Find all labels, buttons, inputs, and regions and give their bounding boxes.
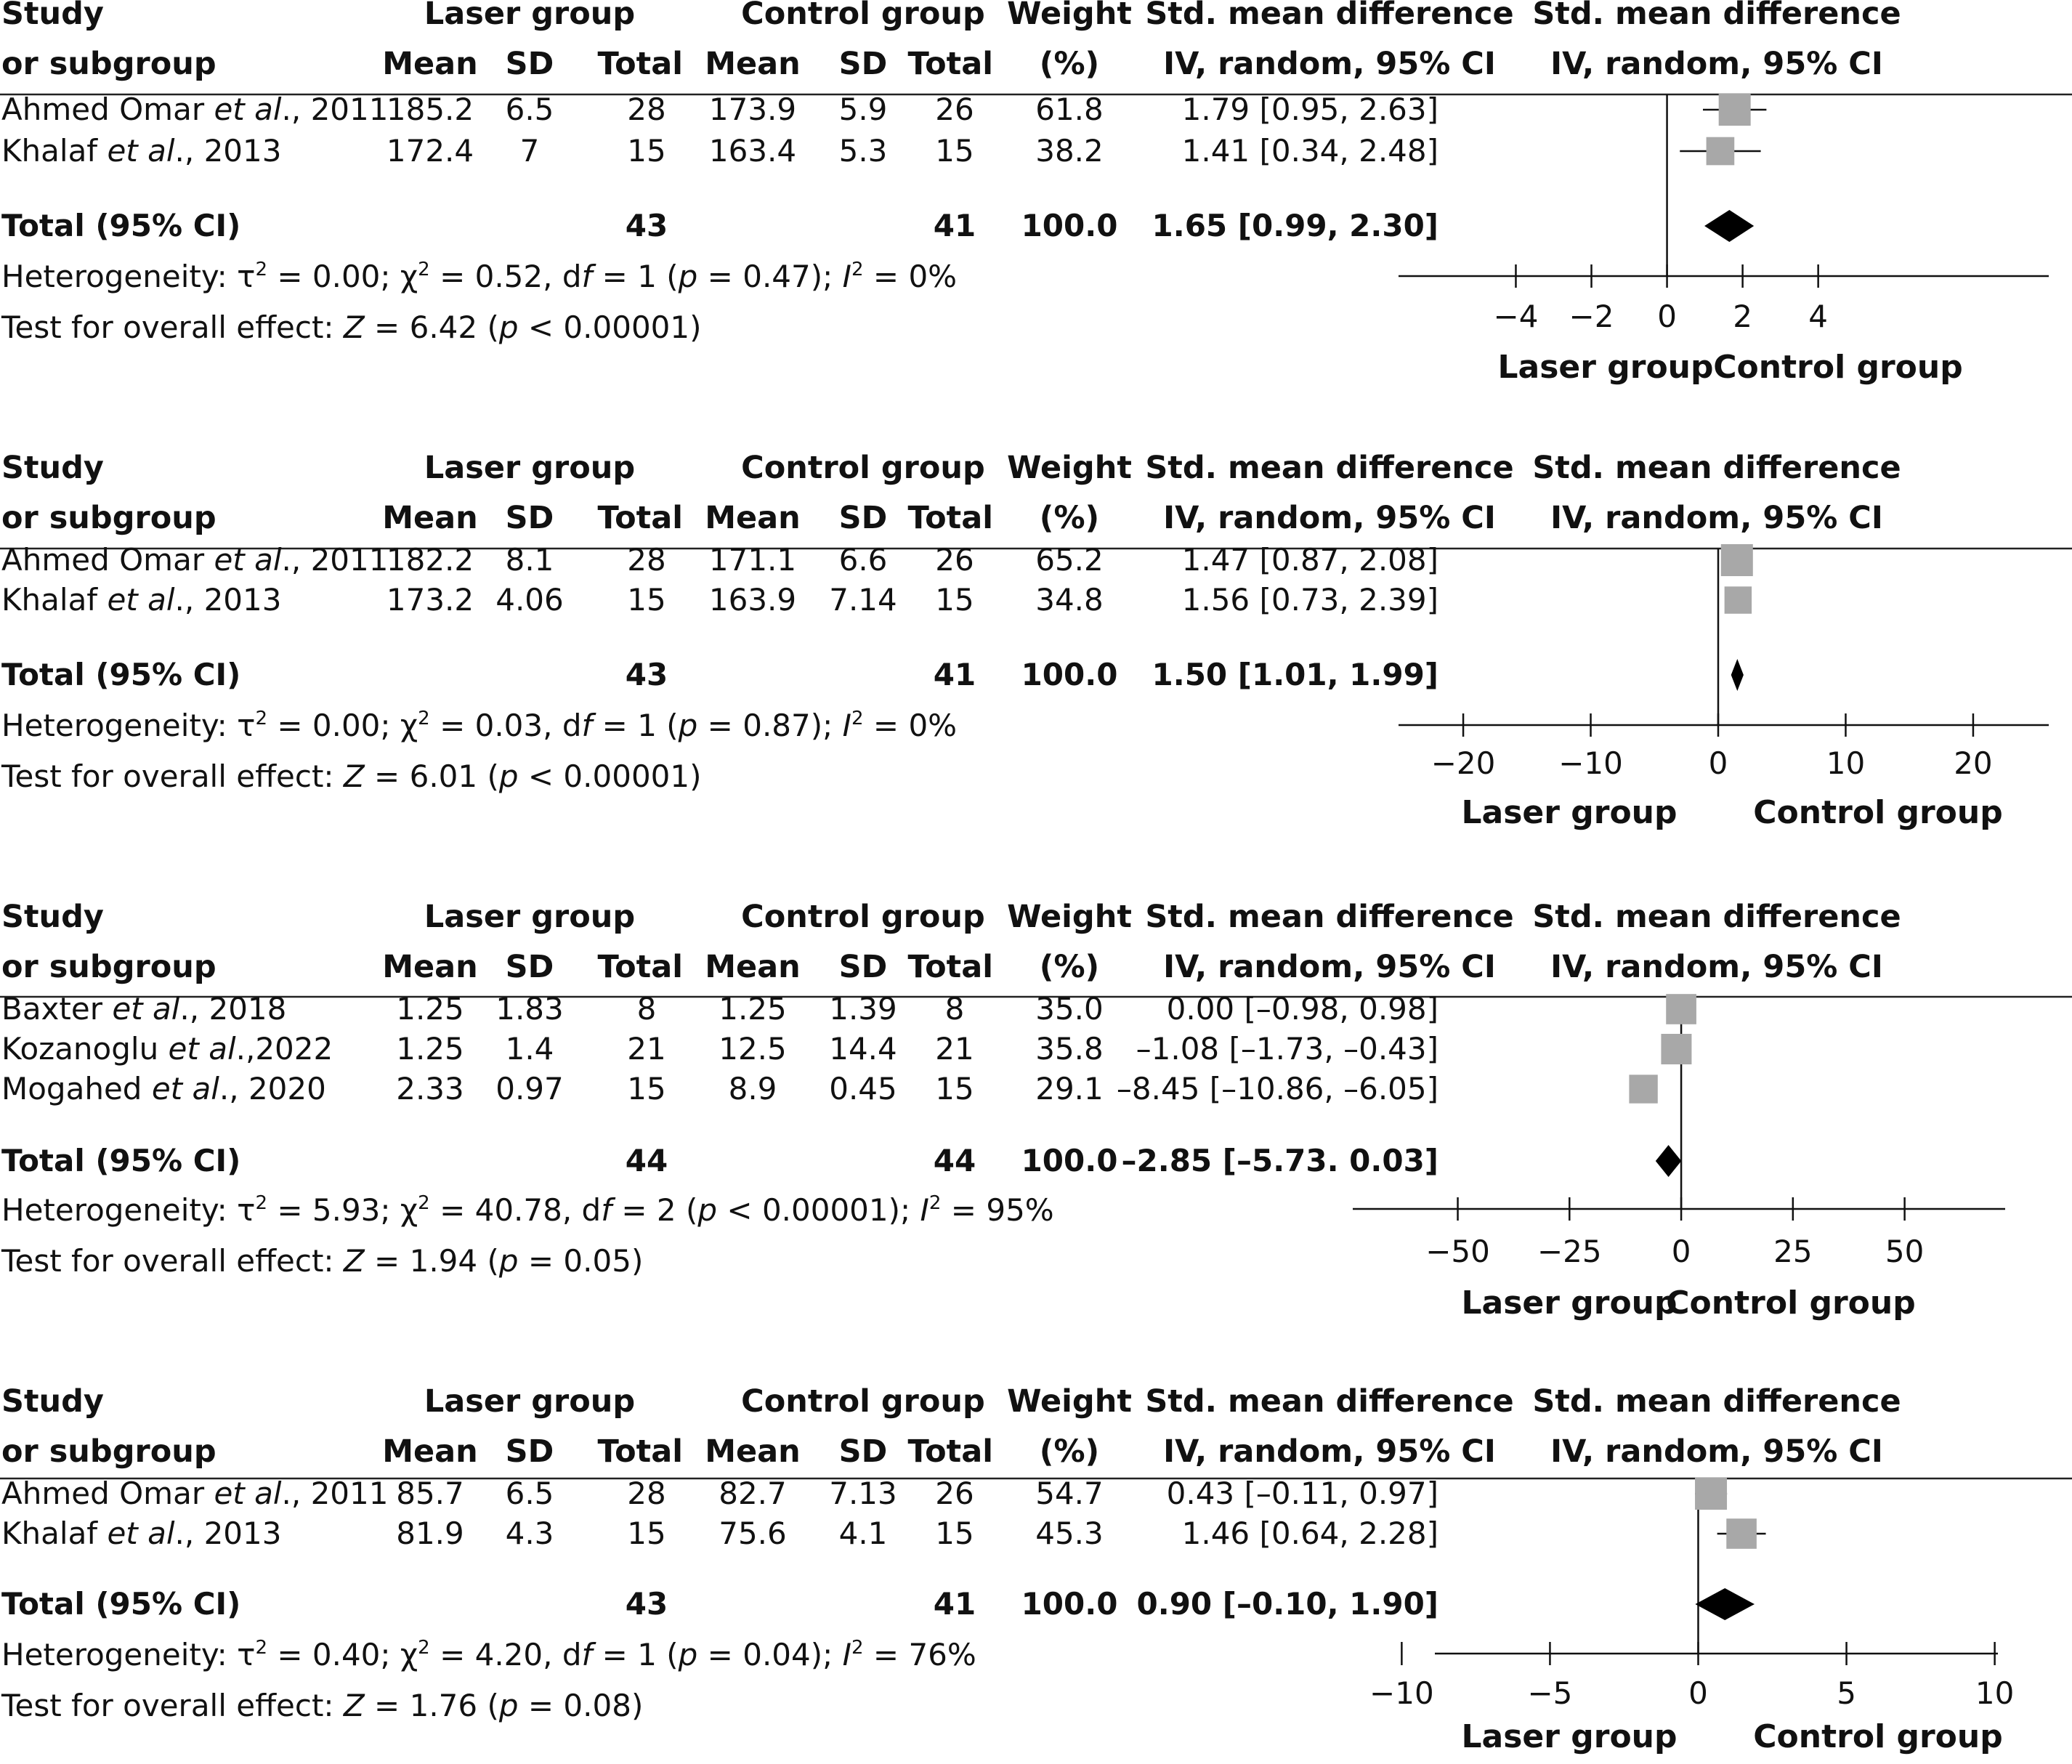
x-tick-label: 0	[1708, 745, 1728, 781]
pooled-diamond	[1656, 1145, 1681, 1177]
control-mean: 163.9	[708, 582, 797, 618]
header-control-mean: Mean	[705, 1433, 801, 1470]
study-ci-text: –8.45 [–10.86, –6.05]	[1116, 1071, 1438, 1106]
header-laser-total: Total	[597, 949, 683, 985]
laser-sd: 8.1	[505, 542, 554, 578]
header-smd-plot: Std. mean difference	[1532, 0, 1901, 32]
laser-sd: 4.3	[505, 1516, 554, 1551]
total-label: Total (95% CI)	[1, 657, 241, 692]
control-total: 26	[935, 92, 974, 127]
header-control-mean: Mean	[705, 500, 801, 536]
header-method-ci: IV, random, 95% CI	[1163, 949, 1496, 985]
control-sd: 4.1	[838, 1516, 888, 1551]
header-smd-plot: Std. mean difference	[1532, 1383, 1901, 1420]
header-weight-unit: (%)	[1039, 46, 1100, 82]
header-subgroup: or subgroup	[1, 1433, 216, 1470]
x-tick-label: 0	[1688, 1675, 1708, 1711]
x-tick-label: 10	[1975, 1675, 2015, 1711]
x-tick-label: −5	[1527, 1675, 1573, 1711]
header-laser-sd: SD	[505, 949, 554, 985]
laser-mean: 81.9	[396, 1516, 464, 1551]
header-laser-mean: Mean	[382, 949, 478, 985]
header-subgroup: or subgroup	[1, 500, 216, 536]
header-method-ci: IV, random, 95% CI	[1163, 500, 1496, 536]
laser-total: 28	[627, 542, 666, 578]
header-method-plot: IV, random, 95% CI	[1550, 1433, 1883, 1470]
forest-panel-2	[0, 450, 2072, 831]
forest-panel-3	[0, 899, 2072, 1322]
total-ci-text: 1.65 [0.99, 2.30]	[1152, 208, 1438, 243]
study-ci-text: 1.79 [0.95, 2.63]	[1181, 92, 1438, 127]
header-control-sd: SD	[838, 949, 888, 985]
control-total: 15	[935, 582, 974, 618]
overall-effect-text: Test for overall effect: Z = 6.01 (p < 0.00001)	[1, 758, 702, 794]
laser-mean: 85.7	[396, 1476, 464, 1511]
pooled-diamond	[1695, 1588, 1755, 1620]
total-ci-text: 0.90 [–0.10, 1.90]	[1136, 1586, 1438, 1622]
x-tick-label: 0	[1657, 299, 1677, 334]
study-point-estimate	[1726, 1518, 1757, 1549]
header-control-mean: Mean	[705, 949, 801, 985]
study-name: Ahmed Omar et al., 2011	[1, 92, 389, 127]
total-label: Total (95% CI)	[1, 1586, 241, 1622]
header-weight-unit: (%)	[1039, 949, 1100, 985]
x-tick-label: 10	[1826, 745, 1866, 781]
laser-sd: 0.97	[495, 1071, 564, 1106]
control-total: 15	[935, 1071, 974, 1106]
x-tick-label: 0	[1671, 1234, 1691, 1269]
header-weight: Weight	[1007, 899, 1132, 935]
study-point-estimate	[1707, 137, 1735, 166]
forest-panel-4	[0, 1383, 2072, 1755]
total-control-n: 44	[933, 1143, 976, 1178]
laser-mean: 173.2	[386, 582, 474, 618]
study-name: Ahmed Omar et al., 2011	[1, 1476, 389, 1511]
laser-sd: 1.83	[495, 991, 564, 1027]
study-name: Baxter et al., 2018	[1, 991, 287, 1027]
favours-control-label: Control group	[1753, 794, 2003, 831]
overall-effect-text: Test for overall effect: Z = 6.42 (p < 0.00001)	[1, 309, 702, 345]
total-weight: 100.0	[1021, 657, 1118, 692]
study-point-estimate	[1719, 94, 1751, 126]
header-weight-unit: (%)	[1039, 1433, 1100, 1470]
header-control-mean: Mean	[705, 46, 801, 82]
favours-laser-label: Laser group	[1461, 1284, 1678, 1322]
laser-total: 21	[627, 1031, 666, 1067]
header-smd-ci: Std. mean difference	[1145, 450, 1514, 486]
header-subgroup: or subgroup	[1, 46, 216, 82]
favours-laser-label: Laser group	[1497, 349, 1714, 386]
study-weight: 38.2	[1035, 133, 1104, 169]
study-ci-text: 1.46 [0.64, 2.28]	[1181, 1516, 1438, 1551]
header-method-ci: IV, random, 95% CI	[1163, 46, 1496, 82]
favours-laser-label: Laser group	[1461, 794, 1678, 831]
control-sd: 6.6	[838, 542, 888, 578]
control-total: 8	[944, 991, 965, 1027]
control-total: 26	[935, 542, 974, 578]
header-study: Study	[1, 0, 104, 32]
study-point-estimate	[1661, 1034, 1691, 1064]
header-method-ci: IV, random, 95% CI	[1163, 1433, 1496, 1470]
laser-sd: 4.06	[495, 582, 564, 618]
laser-mean: 1.25	[396, 991, 464, 1027]
study-name: Khalaf et al., 2013	[1, 582, 282, 618]
favours-control-label: Control group	[1753, 1718, 2003, 1755]
header-study: Study	[1, 450, 104, 486]
laser-total: 15	[627, 1516, 666, 1551]
laser-mean: 185.2	[386, 92, 474, 127]
heterogeneity-text: Heterogeneity: $\tau^2 = 0.00$; $\chi^2 = 0.03$, df = 1 (p = 0.87); $I^2 = 0\%$	[1, 708, 958, 743]
study-weight: 34.8	[1035, 582, 1104, 618]
total-laser-n: 43	[625, 657, 668, 692]
laser-mean: 172.4	[386, 133, 474, 169]
x-tick-label: 2	[1733, 299, 1752, 334]
total-laser-n: 43	[625, 208, 668, 243]
study-ci-text: 1.56 [0.73, 2.39]	[1181, 582, 1438, 618]
study-name: Ahmed Omar et al., 2011	[1, 542, 389, 578]
header-control-group: Control group	[741, 0, 985, 32]
header-laser-sd: SD	[505, 1433, 554, 1470]
x-tick-label: −50	[1425, 1234, 1490, 1269]
study-weight: 54.7	[1035, 1476, 1104, 1511]
study-ci-text: 1.47 [0.87, 2.08]	[1181, 542, 1438, 578]
header-laser-group: Laser group	[424, 1383, 636, 1420]
header-control-total: Total	[907, 46, 993, 82]
header-control-group: Control group	[741, 450, 985, 486]
laser-total: 15	[627, 1071, 666, 1106]
header-control-group: Control group	[741, 899, 985, 935]
x-tick-label: −25	[1537, 1234, 1602, 1269]
x-tick-label: 20	[1954, 745, 1993, 781]
pooled-diamond	[1731, 659, 1744, 691]
total-weight: 100.0	[1021, 208, 1118, 243]
overall-effect-text: Test for overall effect: Z = 1.94 (p = 0.05)	[1, 1243, 644, 1279]
study-point-estimate	[1725, 586, 1752, 613]
header-smd-plot: Std. mean difference	[1532, 899, 1901, 935]
total-weight: 100.0	[1021, 1143, 1118, 1178]
header-control-sd: SD	[838, 500, 888, 536]
header-control-total: Total	[907, 949, 993, 985]
header-smd-ci: Std. mean difference	[1145, 0, 1514, 32]
laser-mean: 2.33	[396, 1071, 464, 1106]
header-laser-total: Total	[597, 46, 683, 82]
heterogeneity-text: Heterogeneity: $\tau^2 = 5.93$; $\chi^2 = 40.78$, df = 2 (p < 0.00001); $I^2 = 95\%$	[1, 1192, 1054, 1228]
study-ci-text: –1.08 [–1.73, –0.43]	[1136, 1031, 1438, 1067]
header-method-plot: IV, random, 95% CI	[1550, 500, 1883, 536]
header-laser-mean: Mean	[382, 1433, 478, 1470]
forest-panel-1	[0, 0, 2072, 386]
header-laser-group: Laser group	[424, 0, 636, 32]
total-control-n: 41	[933, 1586, 976, 1622]
x-tick-label: −20	[1430, 745, 1496, 781]
control-sd: 14.4	[829, 1031, 897, 1067]
laser-total: 28	[627, 92, 666, 127]
header-study: Study	[1, 1383, 104, 1420]
total-control-n: 41	[933, 208, 976, 243]
header-control-sd: SD	[838, 46, 888, 82]
study-weight: 65.2	[1035, 542, 1104, 578]
total-label: Total (95% CI)	[1, 1143, 241, 1178]
study-name: Kozanoglu et al.,2022	[1, 1031, 333, 1067]
header-subgroup: or subgroup	[1, 949, 216, 985]
control-mean: 8.9	[728, 1071, 777, 1106]
control-total: 26	[935, 1476, 974, 1511]
header-smd-ci: Std. mean difference	[1145, 1383, 1514, 1420]
header-laser-group: Laser group	[424, 899, 636, 935]
header-weight: Weight	[1007, 1383, 1132, 1420]
control-sd: 7.14	[829, 582, 897, 618]
header-laser-sd: SD	[505, 46, 554, 82]
header-laser-mean: Mean	[382, 46, 478, 82]
control-sd: 5.9	[838, 92, 888, 127]
header-weight: Weight	[1007, 450, 1132, 486]
header-laser-sd: SD	[505, 500, 554, 536]
study-weight: 61.8	[1035, 92, 1104, 127]
control-sd: 1.39	[829, 991, 897, 1027]
study-weight: 35.8	[1035, 1031, 1104, 1067]
header-control-total: Total	[907, 500, 993, 536]
total-ci-text: –2.85 [–5.73. 0.03]	[1121, 1143, 1438, 1178]
control-mean: 75.6	[719, 1516, 787, 1551]
control-sd: 0.45	[829, 1071, 897, 1106]
total-control-n: 41	[933, 657, 976, 692]
header-laser-mean: Mean	[382, 500, 478, 536]
study-name: Mogahed et al., 2020	[1, 1071, 326, 1106]
study-weight: 29.1	[1035, 1071, 1104, 1106]
x-tick-label: 25	[1773, 1234, 1813, 1269]
control-sd: 7.13	[829, 1476, 897, 1511]
header-weight: Weight	[1007, 0, 1132, 32]
header-laser-total: Total	[597, 500, 683, 536]
study-weight: 45.3	[1035, 1516, 1104, 1551]
x-tick-label: 50	[1885, 1234, 1925, 1269]
laser-mean: 182.2	[386, 542, 474, 578]
header-study: Study	[1, 899, 104, 935]
laser-sd: 1.4	[505, 1031, 554, 1067]
study-point-estimate	[1721, 544, 1753, 576]
header-laser-total: Total	[597, 1433, 683, 1470]
laser-sd: 6.5	[505, 92, 554, 127]
control-mean: 82.7	[719, 1476, 787, 1511]
study-point-estimate	[1695, 1478, 1727, 1510]
control-mean: 173.9	[708, 92, 797, 127]
control-total: 15	[935, 1516, 974, 1551]
x-tick-label: 5	[1837, 1675, 1856, 1711]
header-smd-plot: Std. mean difference	[1532, 450, 1901, 486]
favours-control-label: Control group	[1666, 1284, 1916, 1322]
study-point-estimate	[1629, 1075, 1657, 1103]
laser-total: 8	[636, 991, 657, 1027]
favours-laser-label: Laser group	[1461, 1718, 1678, 1755]
control-mean: 1.25	[719, 991, 787, 1027]
study-ci-text: 0.00 [–0.98, 0.98]	[1166, 991, 1438, 1027]
overall-effect-text: Test for overall effect: Z = 1.76 (p = 0.08)	[1, 1688, 644, 1723]
study-point-estimate	[1666, 994, 1696, 1024]
laser-mean: 1.25	[396, 1031, 464, 1067]
control-mean: 171.1	[708, 542, 797, 578]
control-sd: 5.3	[838, 133, 888, 169]
x-tick-label: −4	[1493, 299, 1539, 334]
total-ci-text: 1.50 [1.01, 1.99]	[1152, 657, 1438, 692]
laser-sd: 7	[519, 133, 540, 169]
pooled-diamond	[1704, 210, 1754, 242]
control-total: 21	[935, 1031, 974, 1067]
study-name: Khalaf et al., 2013	[1, 133, 282, 169]
heterogeneity-text: Heterogeneity: $\tau^2 = 0.40$; $\chi^2 = 4.20$, df = 1 (p = 0.04); $I^2 = 76\%$	[1, 1637, 976, 1672]
control-mean: 163.4	[708, 133, 797, 169]
control-total: 15	[935, 133, 974, 169]
study-ci-text: 1.41 [0.34, 2.48]	[1181, 133, 1438, 169]
study-weight: 35.0	[1035, 991, 1104, 1027]
total-laser-n: 43	[625, 1586, 668, 1622]
favours-control-label: Control group	[1713, 349, 1963, 386]
total-weight: 100.0	[1021, 1586, 1118, 1622]
x-tick-label: −2	[1569, 299, 1614, 334]
x-tick-label: 4	[1808, 299, 1829, 334]
total-laser-n: 44	[625, 1143, 668, 1178]
study-ci-text: 0.43 [–0.11, 0.97]	[1166, 1476, 1438, 1511]
header-smd-ci: Std. mean difference	[1145, 899, 1514, 935]
laser-total: 15	[627, 133, 666, 169]
header-method-plot: IV, random, 95% CI	[1550, 46, 1883, 82]
header-weight-unit: (%)	[1039, 500, 1100, 536]
x-tick-label: −10	[1558, 745, 1623, 781]
laser-total: 28	[627, 1476, 666, 1511]
total-label: Total (95% CI)	[1, 208, 241, 243]
control-mean: 12.5	[719, 1031, 787, 1067]
laser-total: 15	[627, 582, 666, 618]
x-tick-label: −10	[1369, 1675, 1434, 1711]
header-control-group: Control group	[741, 1383, 985, 1420]
header-control-sd: SD	[838, 1433, 888, 1470]
header-laser-group: Laser group	[424, 450, 636, 486]
header-control-total: Total	[907, 1433, 993, 1470]
study-name: Khalaf et al., 2013	[1, 1516, 282, 1551]
heterogeneity-text: Heterogeneity: $\tau^2 = 0.00$; $\chi^2 = 0.52$, df = 1 (p = 0.47); $I^2 = 0\%$	[1, 259, 958, 294]
laser-sd: 6.5	[505, 1476, 554, 1511]
header-method-plot: IV, random, 95% CI	[1550, 949, 1883, 985]
